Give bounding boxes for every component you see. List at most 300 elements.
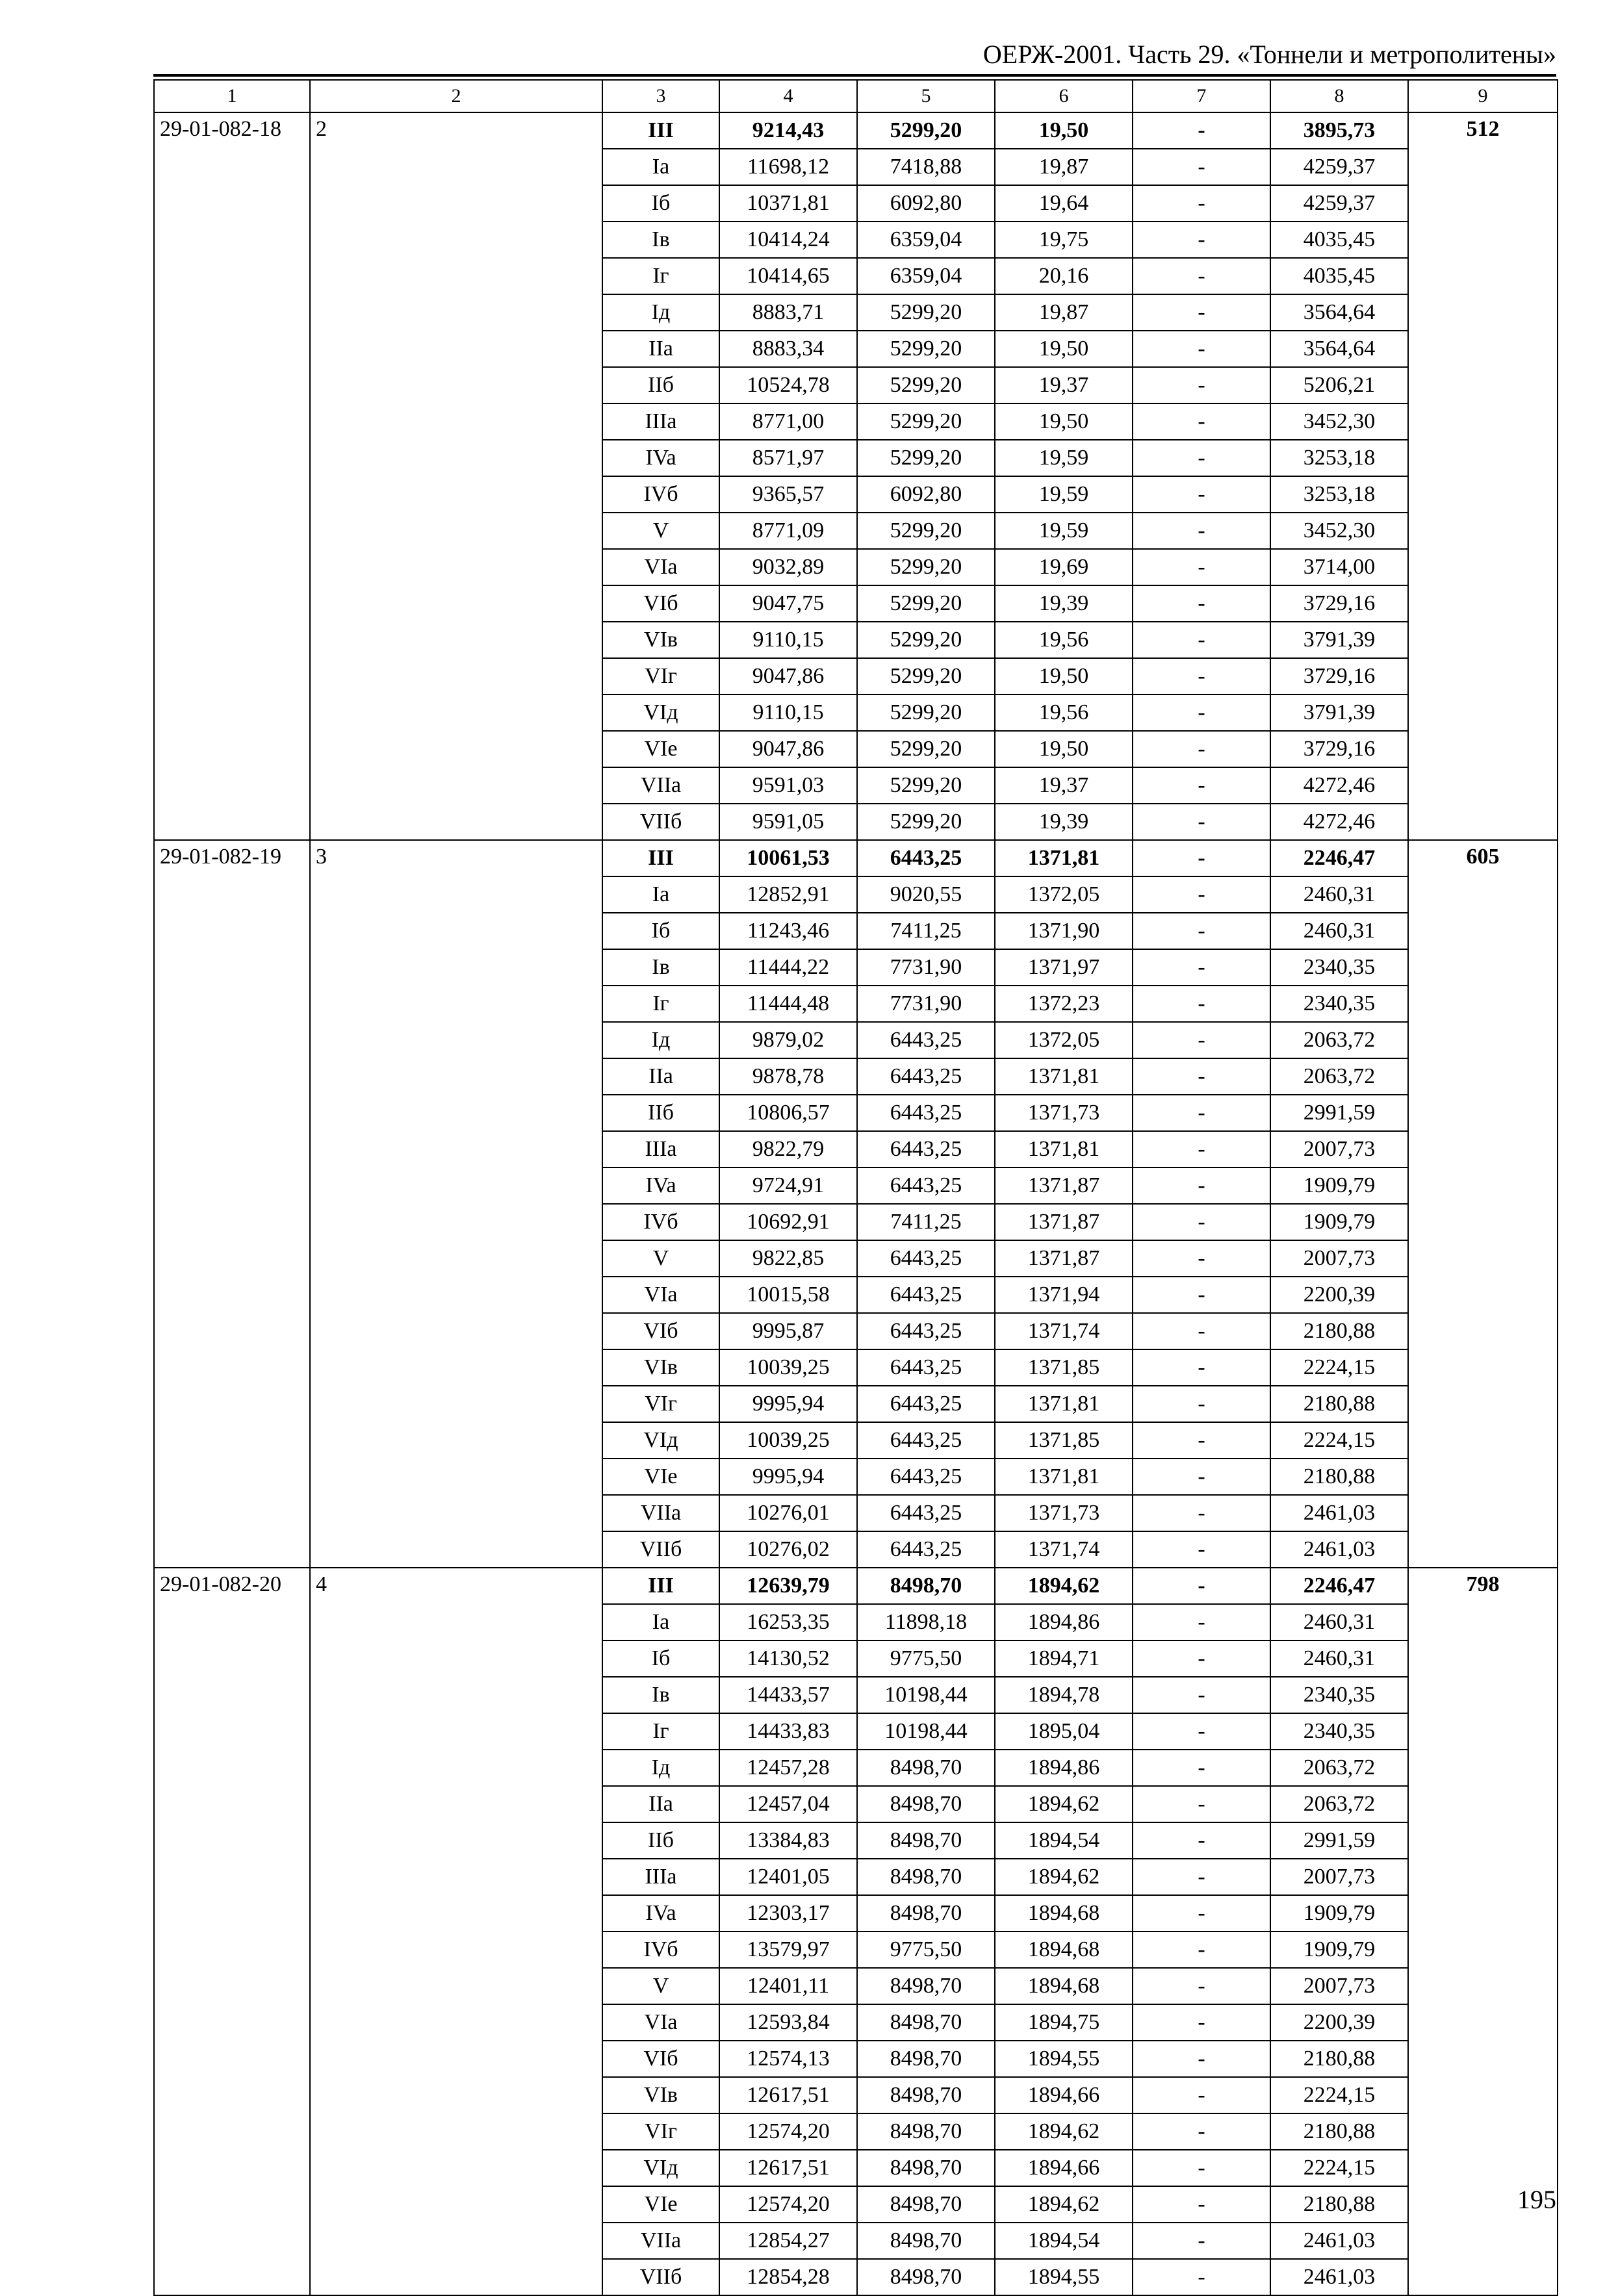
materials-cost-cell: 2224,15: [1270, 1349, 1408, 1386]
materials-cost-cell: 2007,73: [1270, 1131, 1408, 1167]
column-header: 4: [719, 80, 857, 112]
total-cost-cell: 14433,57: [719, 1677, 857, 1713]
labor-cost-cell: 8498,70: [857, 1786, 995, 1822]
drivers-cost-cell: -: [1133, 1167, 1270, 1204]
total-cost-cell: 10276,02: [719, 1531, 857, 1568]
zone-cell: VIIб: [602, 2259, 719, 2295]
drivers-cost-cell: -: [1133, 731, 1270, 767]
machines-cost-cell: 1894,71: [995, 1640, 1133, 1677]
drivers-cost-cell: -: [1133, 804, 1270, 840]
machines-cost-cell: 1371,81: [995, 1058, 1133, 1095]
total-cost-cell: 14433,83: [719, 1713, 857, 1750]
materials-cost-cell: 2180,88: [1270, 1386, 1408, 1422]
labor-cost-cell: 6443,25: [857, 1531, 995, 1568]
total-cost-cell: 10371,81: [719, 185, 857, 222]
zone-cell: Ia: [602, 1604, 719, 1640]
labor-hours-cell: 798: [1408, 1568, 1558, 2295]
materials-cost-cell: 2460,31: [1270, 876, 1408, 913]
total-cost-cell: 8771,09: [719, 513, 857, 549]
labor-cost-cell: 6359,04: [857, 258, 995, 294]
zone-cell: IIIa: [602, 1859, 719, 1895]
labor-cost-cell: 8498,70: [857, 1750, 995, 1786]
total-cost-cell: 11698,12: [719, 149, 857, 185]
drivers-cost-cell: -: [1133, 1422, 1270, 1459]
materials-cost-cell: 2180,88: [1270, 1313, 1408, 1349]
materials-cost-cell: 4272,46: [1270, 804, 1408, 840]
labor-cost-cell: 6092,80: [857, 185, 995, 222]
total-cost-cell: 8883,34: [719, 331, 857, 367]
machines-cost-cell: 1894,55: [995, 2259, 1133, 2295]
total-cost-cell: 12639,79: [719, 1568, 857, 1604]
total-cost-cell: 9724,91: [719, 1167, 857, 1204]
labor-cost-cell: 10198,44: [857, 1677, 995, 1713]
zone-cell: V: [602, 1968, 719, 2004]
zone-cell: VIб: [602, 2041, 719, 2077]
zone-cell: Iв: [602, 222, 719, 258]
zone-cell: VIб: [602, 1313, 719, 1349]
rate-code: 29-01-082-19: [154, 840, 310, 1568]
drivers-cost-cell: -: [1133, 1058, 1270, 1095]
labor-hours-cell: 512: [1408, 112, 1558, 840]
total-cost-cell: 11243,46: [719, 913, 857, 949]
zone-cell: IIa: [602, 1786, 719, 1822]
labor-cost-cell: 5299,20: [857, 440, 995, 476]
machines-cost-cell: 19,75: [995, 222, 1133, 258]
drivers-cost-cell: -: [1133, 1713, 1270, 1750]
materials-cost-cell: 2461,03: [1270, 2259, 1408, 2295]
total-cost-cell: 10276,01: [719, 1495, 857, 1531]
machines-cost-cell: 1371,73: [995, 1095, 1133, 1131]
drivers-cost-cell: -: [1133, 1349, 1270, 1386]
drivers-cost-cell: -: [1133, 1204, 1270, 1240]
column-header: 8: [1270, 80, 1408, 112]
drivers-cost-cell: -: [1133, 1277, 1270, 1313]
zone-cell: VIб: [602, 585, 719, 622]
drivers-cost-cell: -: [1133, 476, 1270, 513]
materials-cost-cell: 4259,37: [1270, 185, 1408, 222]
zone-cell: VIд: [602, 1422, 719, 1459]
drivers-cost-cell: -: [1133, 1750, 1270, 1786]
machines-cost-cell: 19,64: [995, 185, 1133, 222]
drivers-cost-cell: -: [1133, 1531, 1270, 1568]
materials-cost-cell: 2461,03: [1270, 1531, 1408, 1568]
zone-cell: VIa: [602, 2004, 719, 2041]
zone-cell: Iб: [602, 913, 719, 949]
labor-cost-cell: 8498,70: [857, 2004, 995, 2041]
drivers-cost-cell: -: [1133, 1604, 1270, 1640]
column-header: 6: [995, 80, 1133, 112]
machines-cost-cell: 19,50: [995, 331, 1133, 367]
materials-cost-cell: 2246,47: [1270, 840, 1408, 876]
labor-cost-cell: 8498,70: [857, 2186, 995, 2223]
materials-cost-cell: 1909,79: [1270, 1204, 1408, 1240]
machines-cost-cell: 1371,73: [995, 1495, 1133, 1531]
header-rule-thick: [153, 74, 1556, 77]
zone-cell: Iв: [602, 949, 719, 986]
zone-cell: VIг: [602, 1386, 719, 1422]
materials-cost-cell: 3729,16: [1270, 731, 1408, 767]
total-cost-cell: 9878,78: [719, 1058, 857, 1095]
total-cost-cell: 12401,11: [719, 1968, 857, 2004]
machines-cost-cell: 19,50: [995, 731, 1133, 767]
total-cost-cell: 12303,17: [719, 1895, 857, 1932]
materials-cost-cell: 2007,73: [1270, 1859, 1408, 1895]
machines-cost-cell: 19,39: [995, 585, 1133, 622]
labor-cost-cell: 5299,20: [857, 513, 995, 549]
page-number: 195: [1517, 2185, 1556, 2214]
total-cost-cell: 10061,53: [719, 840, 857, 876]
total-cost-cell: 9879,02: [719, 1022, 857, 1058]
drivers-cost-cell: -: [1133, 367, 1270, 403]
zone-cell: VIIa: [602, 1495, 719, 1531]
rate-code: 29-01-082-20: [154, 1568, 310, 2295]
zone-cell: IVб: [602, 1204, 719, 1240]
labor-cost-cell: 5299,20: [857, 367, 995, 403]
drivers-cost-cell: -: [1133, 658, 1270, 695]
zone-cell: IIб: [602, 1822, 719, 1859]
drivers-cost-cell: -: [1133, 1495, 1270, 1531]
drivers-cost-cell: -: [1133, 1968, 1270, 2004]
labor-cost-cell: 5299,20: [857, 658, 995, 695]
materials-cost-cell: 2180,88: [1270, 2113, 1408, 2150]
zone-cell: IVб: [602, 476, 719, 513]
zone-cell: III: [602, 840, 719, 876]
machines-cost-cell: 1371,87: [995, 1167, 1133, 1204]
rate-variant: 2: [310, 112, 602, 840]
zone-cell: III: [602, 112, 719, 149]
drivers-cost-cell: -: [1133, 949, 1270, 986]
machines-cost-cell: 1371,87: [995, 1204, 1133, 1240]
machines-cost-cell: 1894,75: [995, 2004, 1133, 2041]
drivers-cost-cell: -: [1133, 1313, 1270, 1349]
labor-cost-cell: 7731,90: [857, 949, 995, 986]
machines-cost-cell: 1894,54: [995, 2223, 1133, 2259]
drivers-cost-cell: -: [1133, 1859, 1270, 1895]
zone-cell: IIa: [602, 1058, 719, 1095]
machines-cost-cell: 1371,97: [995, 949, 1133, 986]
labor-cost-cell: 8498,70: [857, 2259, 995, 2295]
drivers-cost-cell: -: [1133, 258, 1270, 294]
total-cost-cell: 10015,58: [719, 1277, 857, 1313]
zone-cell: IVa: [602, 1167, 719, 1204]
labor-cost-cell: 8498,70: [857, 1895, 995, 1932]
total-cost-cell: 12457,28: [719, 1750, 857, 1786]
machines-cost-cell: 1894,62: [995, 1859, 1133, 1895]
drivers-cost-cell: -: [1133, 1640, 1270, 1677]
machines-cost-cell: 1371,90: [995, 913, 1133, 949]
machines-cost-cell: 19,50: [995, 658, 1133, 695]
materials-cost-cell: 3452,30: [1270, 403, 1408, 440]
materials-cost-cell: 1909,79: [1270, 1932, 1408, 1968]
labor-cost-cell: 5299,20: [857, 695, 995, 731]
zone-cell: Iд: [602, 294, 719, 331]
labor-cost-cell: 6443,25: [857, 840, 995, 876]
materials-cost-cell: 2200,39: [1270, 2004, 1408, 2041]
zone-cell: VIд: [602, 2150, 719, 2186]
column-number-row: [154, 80, 1558, 112]
zone-cell: VIa: [602, 549, 719, 585]
materials-cost-cell: 3564,64: [1270, 294, 1408, 331]
zone-cell: VIIa: [602, 2223, 719, 2259]
page-header-title: ОЕРЖ-2001. Часть 29. «Тоннели и метрополитены»: [982, 40, 1556, 69]
materials-cost-cell: 2224,15: [1270, 2150, 1408, 2186]
total-cost-cell: 12617,51: [719, 2150, 857, 2186]
labor-cost-cell: 8498,70: [857, 1568, 995, 1604]
total-cost-cell: 9995,94: [719, 1386, 857, 1422]
machines-cost-cell: 19,37: [995, 367, 1133, 403]
zone-cell: VIд: [602, 695, 719, 731]
materials-cost-cell: 4272,46: [1270, 767, 1408, 804]
labor-cost-cell: 6443,25: [857, 1386, 995, 1422]
machines-cost-cell: 1371,85: [995, 1422, 1133, 1459]
drivers-cost-cell: -: [1133, 112, 1270, 149]
machines-cost-cell: 1371,74: [995, 1313, 1133, 1349]
drivers-cost-cell: -: [1133, 1022, 1270, 1058]
materials-cost-cell: 1909,79: [1270, 1167, 1408, 1204]
machines-cost-cell: 19,87: [995, 294, 1133, 331]
total-cost-cell: 8571,97: [719, 440, 857, 476]
drivers-cost-cell: -: [1133, 513, 1270, 549]
machines-cost-cell: 1371,81: [995, 1131, 1133, 1167]
materials-cost-cell: 2063,72: [1270, 1022, 1408, 1058]
zone-cell: VIIa: [602, 767, 719, 804]
total-cost-cell: 11444,22: [719, 949, 857, 986]
machines-cost-cell: 19,69: [995, 549, 1133, 585]
materials-cost-cell: 2460,31: [1270, 913, 1408, 949]
total-cost-cell: 10039,25: [719, 1349, 857, 1386]
drivers-cost-cell: -: [1133, 1240, 1270, 1277]
labor-cost-cell: 6443,25: [857, 1095, 995, 1131]
column-header: 5: [857, 80, 995, 112]
labor-cost-cell: 6443,25: [857, 1349, 995, 1386]
column-header: 3: [602, 80, 719, 112]
machines-cost-cell: 1894,62: [995, 2186, 1133, 2223]
total-cost-cell: 12574,20: [719, 2186, 857, 2223]
drivers-cost-cell: -: [1133, 2004, 1270, 2041]
labor-cost-cell: 5299,20: [857, 294, 995, 331]
machines-cost-cell: 1894,66: [995, 2077, 1133, 2113]
labor-cost-cell: 6443,25: [857, 1240, 995, 1277]
drivers-cost-cell: -: [1133, 1459, 1270, 1495]
machines-cost-cell: 1894,66: [995, 2150, 1133, 2186]
materials-cost-cell: 2461,03: [1270, 1495, 1408, 1531]
labor-cost-cell: 5299,20: [857, 585, 995, 622]
labor-cost-cell: 7411,25: [857, 913, 995, 949]
drivers-cost-cell: -: [1133, 913, 1270, 949]
labor-cost-cell: 5299,20: [857, 804, 995, 840]
zone-cell: IIIa: [602, 403, 719, 440]
rate-code: 29-01-082-18: [154, 112, 310, 840]
zone-cell: VIe: [602, 1459, 719, 1495]
zone-cell: IIб: [602, 367, 719, 403]
zone-cell: Iг: [602, 1713, 719, 1750]
zone-cell: VIг: [602, 2113, 719, 2150]
machines-cost-cell: 1371,81: [995, 840, 1133, 876]
labor-cost-cell: 8498,70: [857, 2077, 995, 2113]
machines-cost-cell: 1894,68: [995, 1895, 1133, 1932]
total-cost-cell: 10414,65: [719, 258, 857, 294]
materials-cost-cell: 4035,45: [1270, 258, 1408, 294]
drivers-cost-cell: -: [1133, 222, 1270, 258]
labor-cost-cell: 8498,70: [857, 2223, 995, 2259]
drivers-cost-cell: -: [1133, 2077, 1270, 2113]
table-row: [154, 112, 1558, 149]
machines-cost-cell: 19,59: [995, 476, 1133, 513]
total-cost-cell: 9110,15: [719, 695, 857, 731]
labor-cost-cell: 5299,20: [857, 331, 995, 367]
drivers-cost-cell: -: [1133, 986, 1270, 1022]
materials-cost-cell: 3714,00: [1270, 549, 1408, 585]
drivers-cost-cell: -: [1133, 1131, 1270, 1167]
total-cost-cell: 12457,04: [719, 1786, 857, 1822]
zone-cell: V: [602, 513, 719, 549]
total-cost-cell: 10692,91: [719, 1204, 857, 1240]
machines-cost-cell: 1894,86: [995, 1604, 1133, 1640]
materials-cost-cell: 2063,72: [1270, 1750, 1408, 1786]
materials-cost-cell: 3729,16: [1270, 585, 1408, 622]
zone-cell: Iг: [602, 986, 719, 1022]
materials-cost-cell: 2340,35: [1270, 986, 1408, 1022]
labor-cost-cell: 8498,70: [857, 2113, 995, 2150]
labor-cost-cell: 5299,20: [857, 403, 995, 440]
zone-cell: Iг: [602, 258, 719, 294]
labor-cost-cell: 11898,18: [857, 1604, 995, 1640]
machines-cost-cell: 1371,85: [995, 1349, 1133, 1386]
labor-cost-cell: 6443,25: [857, 1313, 995, 1349]
labor-cost-cell: 6443,25: [857, 1459, 995, 1495]
total-cost-cell: 9591,05: [719, 804, 857, 840]
labor-cost-cell: 6443,25: [857, 1422, 995, 1459]
drivers-cost-cell: -: [1133, 403, 1270, 440]
materials-cost-cell: 2340,35: [1270, 1677, 1408, 1713]
zone-cell: VIв: [602, 1349, 719, 1386]
drivers-cost-cell: -: [1133, 2259, 1270, 2295]
machines-cost-cell: 19,59: [995, 440, 1133, 476]
labor-cost-cell: 8498,70: [857, 1968, 995, 2004]
total-cost-cell: 8883,71: [719, 294, 857, 331]
labor-cost-cell: 8498,70: [857, 2041, 995, 2077]
total-cost-cell: 16253,35: [719, 1604, 857, 1640]
materials-cost-cell: 2180,88: [1270, 2186, 1408, 2223]
materials-cost-cell: 5206,21: [1270, 367, 1408, 403]
labor-cost-cell: 7418,88: [857, 149, 995, 185]
drivers-cost-cell: -: [1133, 2150, 1270, 2186]
machines-cost-cell: 1371,74: [995, 1531, 1133, 1568]
drivers-cost-cell: -: [1133, 1932, 1270, 1968]
labor-cost-cell: 9020,55: [857, 876, 995, 913]
total-cost-cell: 12401,05: [719, 1859, 857, 1895]
total-cost-cell: 11444,48: [719, 986, 857, 1022]
zone-cell: VIIб: [602, 1531, 719, 1568]
labor-cost-cell: 6359,04: [857, 222, 995, 258]
total-cost-cell: 12617,51: [719, 2077, 857, 2113]
materials-cost-cell: 2991,59: [1270, 1095, 1408, 1131]
total-cost-cell: 9047,86: [719, 731, 857, 767]
drivers-cost-cell: -: [1133, 331, 1270, 367]
zone-cell: Iв: [602, 1677, 719, 1713]
labor-cost-cell: 5299,20: [857, 622, 995, 658]
materials-cost-cell: 4259,37: [1270, 149, 1408, 185]
machines-cost-cell: 19,50: [995, 403, 1133, 440]
labor-cost-cell: 6443,25: [857, 1131, 995, 1167]
total-cost-cell: 9047,86: [719, 658, 857, 695]
drivers-cost-cell: -: [1133, 1095, 1270, 1131]
zone-cell: Iд: [602, 1750, 719, 1786]
drivers-cost-cell: -: [1133, 185, 1270, 222]
total-cost-cell: 10414,24: [719, 222, 857, 258]
rate-variant: 4: [310, 1568, 602, 2295]
machines-cost-cell: 1894,54: [995, 1822, 1133, 1859]
drivers-cost-cell: -: [1133, 1386, 1270, 1422]
drivers-cost-cell: -: [1133, 1822, 1270, 1859]
rate-variant: 3: [310, 840, 602, 1568]
machines-cost-cell: 1894,78: [995, 1677, 1133, 1713]
zone-cell: VIe: [602, 731, 719, 767]
drivers-cost-cell: -: [1133, 1895, 1270, 1932]
zone-cell: V: [602, 1240, 719, 1277]
drivers-cost-cell: -: [1133, 876, 1270, 913]
drivers-cost-cell: -: [1133, 767, 1270, 804]
zone-cell: Iб: [602, 185, 719, 222]
drivers-cost-cell: -: [1133, 549, 1270, 585]
labor-cost-cell: 8498,70: [857, 1859, 995, 1895]
zone-cell: Iд: [602, 1022, 719, 1058]
total-cost-cell: 10806,57: [719, 1095, 857, 1131]
machines-cost-cell: 1894,68: [995, 1932, 1133, 1968]
machines-cost-cell: 1371,81: [995, 1386, 1133, 1422]
labor-cost-cell: 6443,25: [857, 1058, 995, 1095]
labor-cost-cell: 7411,25: [857, 1204, 995, 1240]
zone-cell: VIг: [602, 658, 719, 695]
labor-hours-cell: 605: [1408, 840, 1558, 1568]
total-cost-cell: 12854,27: [719, 2223, 857, 2259]
total-cost-cell: 9995,87: [719, 1313, 857, 1349]
total-cost-cell: 12574,20: [719, 2113, 857, 2150]
column-header: 9: [1408, 80, 1558, 112]
drivers-cost-cell: -: [1133, 149, 1270, 185]
materials-cost-cell: 3253,18: [1270, 476, 1408, 513]
total-cost-cell: 9995,94: [719, 1459, 857, 1495]
labor-cost-cell: 10198,44: [857, 1713, 995, 1750]
materials-cost-cell: 3791,39: [1270, 695, 1408, 731]
materials-cost-cell: 2180,88: [1270, 2041, 1408, 2077]
total-cost-cell: 10039,25: [719, 1422, 857, 1459]
total-cost-cell: 9822,79: [719, 1131, 857, 1167]
zone-cell: IVб: [602, 1932, 719, 1968]
drivers-cost-cell: -: [1133, 1786, 1270, 1822]
materials-cost-cell: 3791,39: [1270, 622, 1408, 658]
labor-cost-cell: 9775,50: [857, 1640, 995, 1677]
total-cost-cell: 10524,78: [719, 367, 857, 403]
total-cost-cell: 9214,43: [719, 112, 857, 149]
total-cost-cell: 9822,85: [719, 1240, 857, 1277]
materials-cost-cell: 2224,15: [1270, 2077, 1408, 2113]
total-cost-cell: 8771,00: [719, 403, 857, 440]
materials-cost-cell: 2460,31: [1270, 1604, 1408, 1640]
materials-cost-cell: 3253,18: [1270, 440, 1408, 476]
materials-cost-cell: 3564,64: [1270, 331, 1408, 367]
materials-cost-cell: 2180,88: [1270, 1459, 1408, 1495]
machines-cost-cell: 1371,94: [995, 1277, 1133, 1313]
machines-cost-cell: 1894,55: [995, 2041, 1133, 2077]
drivers-cost-cell: -: [1133, 1677, 1270, 1713]
labor-cost-cell: 6443,25: [857, 1495, 995, 1531]
zone-cell: IVa: [602, 1895, 719, 1932]
machines-cost-cell: 1894,62: [995, 2113, 1133, 2150]
zone-cell: IIa: [602, 331, 719, 367]
total-cost-cell: 9110,15: [719, 622, 857, 658]
machines-cost-cell: 1371,87: [995, 1240, 1133, 1277]
